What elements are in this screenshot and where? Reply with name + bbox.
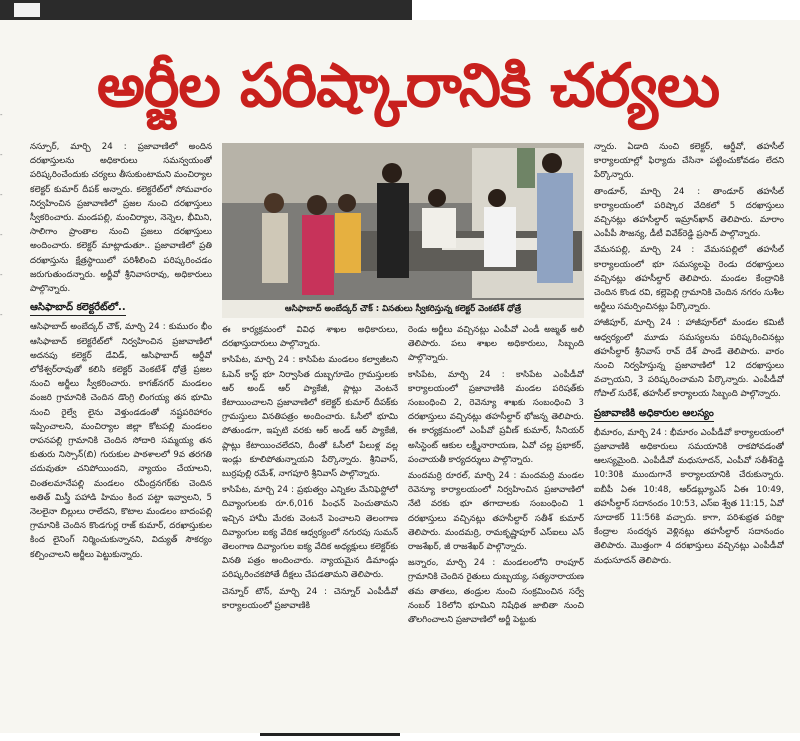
news-photo: [222, 143, 584, 300]
paragraph: న్నారు. ఏడాది నుంచి కలెక్టర్, ఆర్డీవో, తహసీల్ కార్యాలయాల్లో ఫిర్యాదు చేసినా పట్టించుకోవడం లేదని పేర్కొన్నారు.: [594, 142, 784, 181]
headline: అర్జీల పరిష్కారానికి చర్యలు: [96, 51, 720, 121]
edge-mark: -: [0, 231, 3, 239]
edge-mark: -: [0, 111, 3, 119]
paragraph: రెండు అర్జీలు వచ్చినట్లు ఎంపీవో ఎండీ అజ్మత్ అలీ తెలిపారు. పలు శాఖల అధికారులు, సిబ్బంది పాల్గొన్నారు.: [408, 325, 584, 364]
article-column-4: [594, 140, 784, 733]
paragraph: మందమర్రి రూరల్, మార్చి 24 : మందమర్రి మండల రెవెన్యూ కార్యాలయంలో నిర్వహించిన ప్రజావాణిలో నేటి వరకు భూ తగాదాలకు సంబంధించి 1 దరఖాస్తులు వచ్చినట్లు తహసీల్దార్ సతీశ్ కుమార్ తెలిపారు. మందమర్రి, రామకృష్ణాపూర్ ఎస్‌ఐలు ఎస్ రాజశేఖర్, జీ రాజశేఖర్ పాల్గొన్నారు.: [408, 471, 584, 553]
paragraph: హాజీపూర్, మార్చి 24 : హాజీపూర్‌లో మండల కమిటీ ఆధ్వర్యంలో మూడు సమస్యలను పరిష్కరించినట్లు తహసీల్దార్ శ్రీనివాస్ రావ్ దేశ్ పాండే తెలిపారు. వారం నుంచి నిర్వహిస్తున్న ప్రజావాణిలో 12 దరఖాస్తులు వచ్చాయని, 3 పరిష్కరించామని పేర్కొన్నారు. ఎంపీడీవో గోపాల్ సురేశ్, తహసీల్ కార్యాలయ సిబ్బంది పాల్గొన్నారు.: [594, 318, 784, 400]
logo-mark: [14, 3, 40, 17]
masthead-bar: [0, 0, 412, 20]
edge-mark: -: [0, 151, 3, 159]
edge-mark: -: [0, 311, 3, 319]
paragraph: కాసిపేట, మార్చి 24 : కాసిపేట మండలం కల్వాజీలని ఓపెన్ కాస్ట్ భూ నిర్వాసిత దుబ్బగూడెం గ్రామస్తులకు ఆర్ అండ్ ఆర్ ప్యాకేజీ, ప్లాట్లు వెంటనే కేటాయించాలని ప్రజావాణిలో కలెక్టర్ కుమార్ దీపక్‌కు గ్రామస్తులు వినతిపత్రం అందించారు. ఓసీలో భూమి పోతుండగా, ఇప్పటి వరకు ఆర్ అండ్ ఆర్ ప్యాకేజీ, ప్లాట్లు కేటాయించలేదని, దీంతో ఓసీలో పేలుళ్ల వల్ల ఇండ్లు కూలిపోతున్నాయని పేర్కొన్నారు. శ్రీనివాస్, బుర్రపుల్లి రమేశ్, నాగపూరి శ్రీనివాస్ పాల్గొన్నారు.: [222, 355, 398, 480]
bottom-strip: [0, 733, 800, 741]
officials-receiving-petitions-photo: [222, 143, 584, 300]
photo-caption: ఆసిఫాబాద్ అంబేద్కర్ చౌక్ : వినతులు స్వీకరిస్తున్న కలెక్టర్ వెంకటేశ్ ధోత్రే: [222, 300, 584, 318]
paragraph: నస్పూర్, మార్చి 24 : ప్రజావాణిలో అందిన దరఖాస్తులను అధికారులు సమన్వయంతో పరిష్కరించేందుకు చర్యలు తీసుకుంటామని మంచిర్యాల కలెక్టర్ కుమార్ దీపక్ అన్నారు. కలెక్టరేట్‌లో సోమవారం నిర్వహించిన ప్రజావాణిలో ప్రజల నుంచి దరఖాస్తులు స్వీకరించారు. మండపల్లి, మంచిర్యాల, నెన్నెల, భీమిని, సాలిగాం ప్రాంతాల నుంచి ప్రజలు దరఖాస్తులు అందించారు. కలెక్టర్ మాట్లాడుతూ.. ప్రజావాణిలో ప్రతి దరఖాస్తును క్షేత్రస్థాయిలో పరిశీలించి పరిష్కరించడం జరుగుతుందన్నారు. అర్జీవో శ్రీనివాసరావు, అధికారులు పాల్గొన్నారు.: [30, 142, 212, 295]
paragraph: ఆసిఫాబాద్ అంబేద్కర్ చౌక్, మార్చి 24 : కుమురం భీం ఆసిఫాబాద్ కలెక్టరేట్‌లో నిర్వహించిన ప్రజావాణిలో అదనపు కలెక్టర్ డేవిడ్, ఆసిఫాబాద్ ఆర్డీవో లోకేశ్వర్‌రావుతో కలిసి కలెక్టర్ వెంకటేశ్ ధోత్రే ప్రజల నుంచి అర్జీలు స్వీకరించారు. కాగజ్‌నగర్ మండలం వంజరి గ్రామానికి చెందిన డొంగ్రి లింగయ్య తన భూమి నుంచి రైల్వే లైను వెళ్తుండడంతో నష్టపరిహారం ఇప్పించాలని, మంచిర్యాల జిల్లా కోటపల్లి మండలం రాపనపల్లి గ్రామానికి చెందిన సోదారి సమ్మయ్య తన కుతురు నిస్సాన్(బి) గురుకుల పాఠశాలలో 9వ తరగతి చదువుతూ చనిపోయిందని, న్యాయం చేయాలని, చింతలమానేపల్లి మండలం రవీంద్రనగర్‌కు చెందిన అతిత్ మిస్త్రీ పహాడి హిమం కింద పట్టా ఇవ్వాలని, 5 నెలలైనా బిల్లులు రాలేదని, కొటాల మండలం బాదంపల్లి గ్రామానికి చెందిన కొండగుర్ల రాజ్ కుమార్, దరఖాస్తుకుల కింద లైనింగ్ నిర్మించుకున్నానని, విద్యుత్ సౌకర్యం కల్పించాలని అర్జీలు పెట్టుకున్నారు.: [30, 322, 212, 560]
section-subhead: ప్రజావాణికి అధికారుల ఆలస్యం: [594, 407, 714, 422]
paragraph: చెన్నూర్ టౌన్, మార్చి 24 : చెన్నూర్ ఎంపీడీవో కార్యాలయంలో ప్రజావాణికి: [222, 586, 398, 611]
top-strip: [0, 0, 800, 20]
section-subhead: ఆసిఫాబాద్ కలెక్టరేట్‌లో..: [30, 301, 126, 316]
edge-mark: -: [0, 191, 3, 199]
article-column-2: [222, 323, 398, 733]
adjacent-column-edge: [0, 95, 12, 735]
article-column-1: [30, 140, 212, 730]
edge-mark: -: [0, 271, 3, 279]
bottom-rule: [260, 733, 400, 736]
paragraph: జన్నారం, మార్చి 24 : మండలంలోని రాంపూర్ గ్రామానికి చెందిన రైతులు దుబ్బయ్య, సత్యనారాయణ తమ తాతలు, తండ్రుల నుంచి సంక్రమించిన సర్వే నంబర్ 18లోని భూమిని నిషేధిత జాబితా నుంచి తొలగించాలని ప్రజావాణిలో అర్జీ పెట్టుకు: [408, 558, 584, 626]
article-column-3: [408, 323, 584, 733]
paragraph: ఈ కార్యక్రమంలో వివిధ శాఖల అధికారులు, దరఖాస్తుదారులు పాల్గొన్నారు.: [222, 325, 398, 350]
paragraph: తాండూర్, మార్చి 24 : తాండూర్ తహసీల్ కార్యాలయంలో పరిష్కార వేదికలో 5 దరఖాస్తులు వచ్చినట్లు తహసీల్దార్ ఇమ్రాన్‌ఖాన్ తెలిపారు. మారాం ఎంపీపీ సౌజన్య, డీటీ వివేక్‌రెడ్డి ప్రసాద్ పాల్గొన్నారు.: [594, 186, 784, 240]
paragraph: వేమనపల్లి, మార్చి 24 : వేమనపల్లిలో తహసీల్ కార్యాలయంలో భూ సమస్యలపై రెండు దరఖాస్తులు వచ్చినట్లు తహసీల్దార్ తెలిపారు. మండల కేంద్రానికి చెందిన కొండ రవి, కల్లెపెల్లి గ్రామానికి చెందిన నగరం సుశీల అర్జీలు సమర్పించినట్లు పేర్కొన్నారు.: [594, 245, 784, 313]
paragraph: భీమారం, మార్చి 24 : భీమారం ఎంపీడీవో కార్యాలయంలో ప్రజావాణికి అధికారులు సమయానికి రాకపోవడంతో ఆలస్యమైంది. ఎంపీడీవో మధుసూదన్, ఎంపీవో సతీశ్‌రెడ్డి 10:30కి ముందుగానే కార్యాలయానికి చేరుకున్నారు. ఐబీపీ ఏఈ 10:48, ఆర్‌డబ్ల్యూఎస్ ఏఈ 10:49, తహసీల్దార్ సదానందం 10:53, ఎస్‌ఐ శ్వేత 11:15, ఏవో సూదాకర్ 11:56కి వచ్చారు. కాగా, పరిశుభ్రత పరిక్షా కేంద్రాల సందర్శన వెళ్లినట్లు తహసీల్దార్ సదానందం తెలిపారు. మొత్తంగా 4 దరఖాస్తులు వచ్చినట్లు ఎంపీడీవో మధుసూదన్ తెలిపారు.: [594, 427, 784, 566]
paragraph: కాసిపేట, మార్చి 24 : కాసిపేట ఎంపీడీవో కార్యాలయంలో ప్రజావాణికి మండల పరిషత్‌కు సంబంధించి 2, రెవెన్యూ శాఖకు సంబంధించి 3 దరఖాస్తులు వచ్చినట్లు తహసీల్దార్ భోజన్న తెలిపారు. ఈ కార్యక్రమంలో ఎంపీవో ప్రవీణ్ కుమార్, సీనియర్ అసిస్టెంట్ ఆకుల లక్ష్మీనారాయణ, ఏవో చల్ల ప్రభాకర్, పంచాయతీ కార్యదర్శులు పాల్గొన్నారు.: [408, 369, 584, 465]
paragraph: కాసిపేట, మార్చి 24 : ప్రభుత్వం ఎన్నికల మేనిఫెస్టోలో దివ్యాంగులకు రూ.6,016 పింఛన్ పెంచుతామని ఇచ్చిన హామీ మేరకు వెంటనే పెంచాలని తెలంగాణ దివ్యాంగుల ఐక్య వేదిక ఆధ్వర్యంలో నగురపు సుమన్ తెలంగాణ దివ్యాంగుల ఐక్య వేదిక అధ్యక్షులు కలెక్టర్‌కు వినతి పత్రం అందించారు. న్యాయమైన డిమాండ్లు పరిష్కరించకపోతే దీక్షలు చేపడతామని తెలిపారు.: [222, 485, 398, 581]
